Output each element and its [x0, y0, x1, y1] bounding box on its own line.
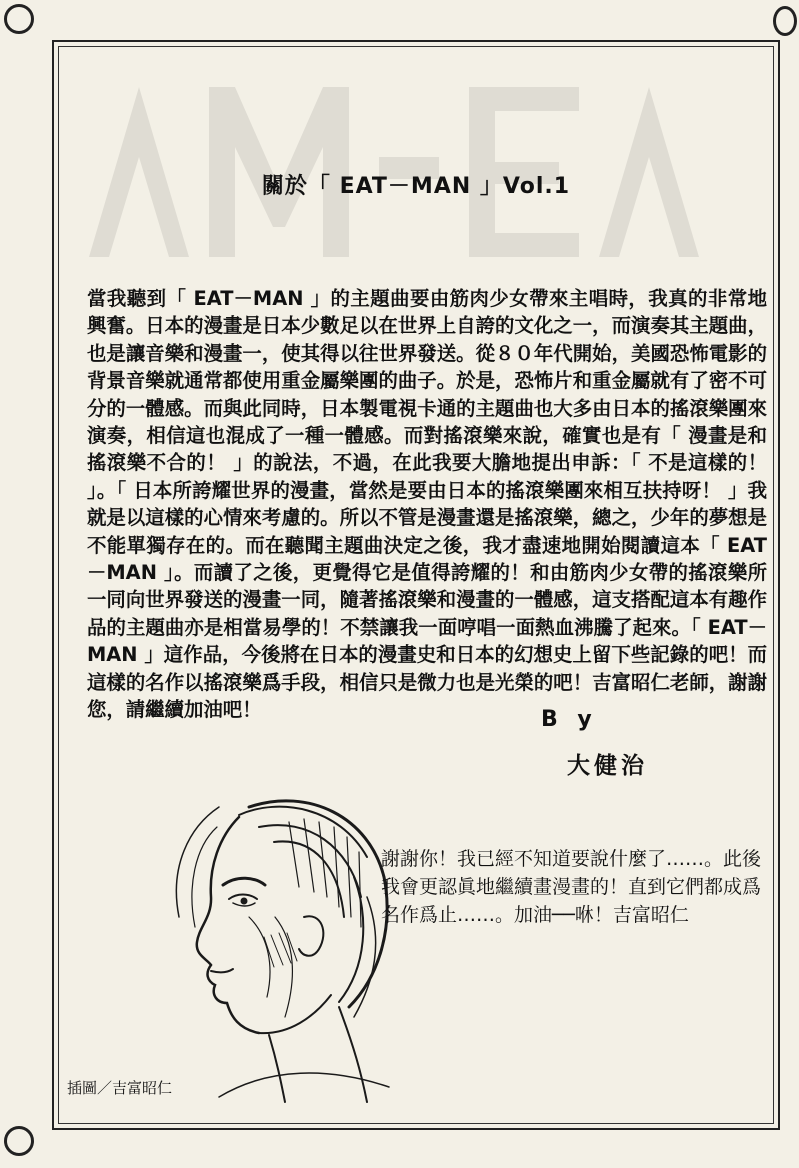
- page-corner-mark-top-right: [773, 6, 797, 36]
- background-lettering-watermark: [79, 67, 759, 267]
- page-corner-mark-top-left: [4, 4, 34, 34]
- artist-reply: 謝謝你！我已經不知道要說什麼了……。此後我會更認眞地繼續畫漫畫的！直到它們都成爲名作爲止……。加油──咻！吉富昭仁: [381, 848, 762, 926]
- portrait-illustration: [99, 767, 399, 1107]
- article-title: 關於「 EAT－MAN 」Vol.1: [261, 174, 571, 199]
- illustration-credit: 插圖／吉富昭仁: [67, 1079, 173, 1097]
- article-body: 當我聽到「 EAT－MAN 」的主題曲要由筋肉少女帶來主唱時，我真的非常地興奮。日本的漫畫是日本少數足以在世界上自誇的文化之一，而演奏其主題曲，也是讓音樂和漫畫一，使其得以往世界發送。從８０年代開始，美國恐怖電影的背景音樂就通常都使用重金屬樂團的曲子。於是，恐怖片和重金屬就有了密不可分的一體感。而與此同時，日本製電視卡通的主題曲也大多由日本的搖滾樂團來演奏，相信這也混成了一種一體感。而對搖滾樂來說，確實也是有「 漫畫是和搖滾樂不合的！ 」的說法，不過，在此我要大膽地提出申訴：「 不是這樣的！ 」。「 日本所誇耀世界的漫畫，當然是要由日本的搖滾樂團來相互扶持呀！ 」我就是以這樣的心情來考慮的。所以不管是漫畫還是搖滾樂，總之，少年的夢想是不能單獨存在的。而在聽聞主題曲決定之後，我才盡速地開始閱讀這本「 EAT－MAN 」。而讀了之後，更覺得它是值得誇耀的！和由筋肉少女帶的搖滾樂所一同向世界發送的漫畫一同，隨著搖滾樂和漫畫的一體感，這支搭配這本有趣作品的主題曲亦是相當易學的！不禁讓我一面哼唱一面熱血沸騰了起來。「 EAT－MAN 」這作品，今後將在日本的漫畫史和日本的幻想史上留下些記錄的吧！而這樣的名作以搖滾樂爲手段，相信只是微力也是光榮的吧！吉富昭仁老師，謝謝您，請繼續加油吧！: [87, 287, 767, 722]
- page-frame: [58, 46, 774, 1124]
- author-name: 大健治: [567, 753, 648, 779]
- page-corner-mark-bottom-left: [4, 1126, 34, 1156]
- byline-label: B y: [541, 707, 598, 732]
